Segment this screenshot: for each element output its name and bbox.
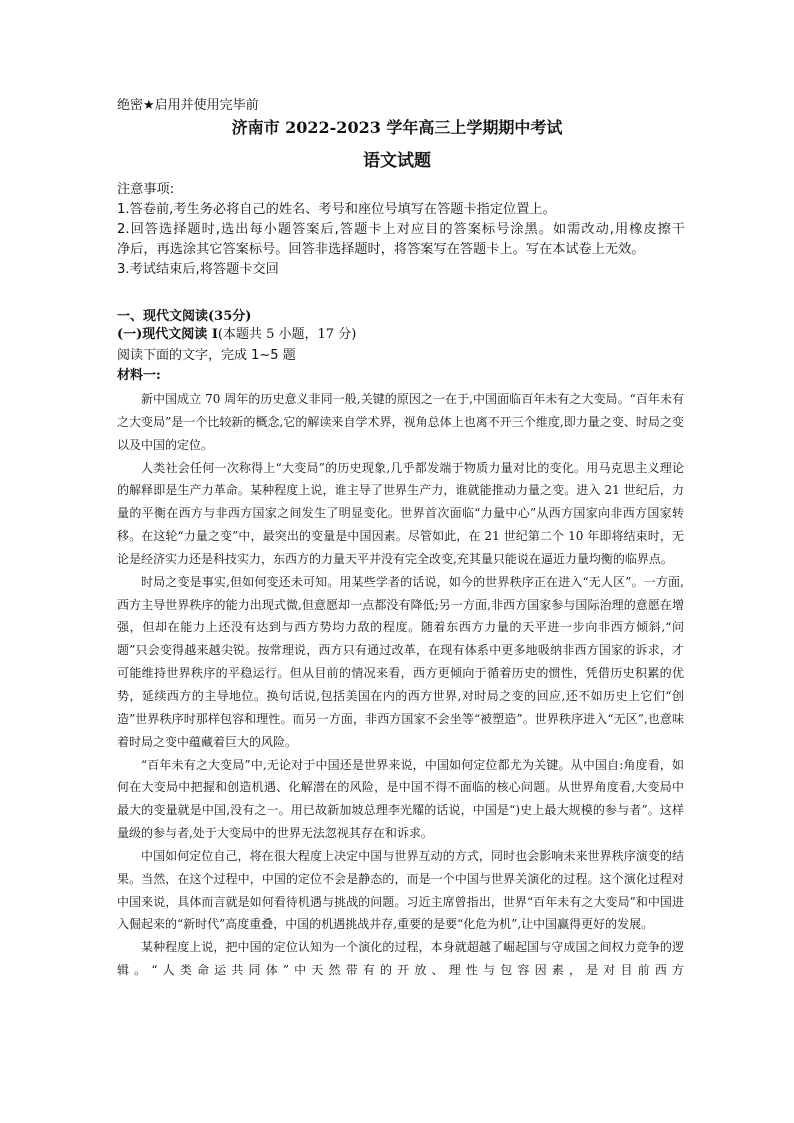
subsection-heading bbox=[117, 326, 685, 344]
article-paragraph: 中国如何定位自己，将在很大程度上决定中国与世界互动的方式，同时也会影响未来世界秩序演变的结果。当然，在这个过程中，中国的定位不会是静态的，而是一个中国与世界关演化的过程。这个演化过程对中国来说，具体而言就是如何看待机遇与挑战的问题。习近主席曾指出，世界“百年未有之大变局”和中国进入倔起来的“新时代”高度重叠，中国的机遇挑战并存,重要的是要“化危为机”,让中国赢得更好的发展。 bbox=[117, 848, 684, 932]
article-paragraph: 时局之变是事实,但如何变还未可知。用某些学者的话说，如今的世界秩序正在进入“无人区”。一方面,西方主导世界秩序的能力出现式微,但意愿却一点都没有降低;另一方面,非西方国家参与国际治理的意愿在增强，但却在能力上还没有达到与西方势均力敌的程度。随着东西方力量的天平进一步向非西方倾斜,“问题”只会变得越来越尖锐。按常理说，西方只有通过改革，在现有体系中更多地吸纳非西方国家的诉求，才可能维持世界秩序的平稳运行。但从目前的情况来看，西方更倾向于循着历史的惯性，凭借历史积累的优势，延续西方的主导地位。换句话说,包括美国在内的西方世界,对时局之变的回应,还不如历史上它们“创造”世界秩序时那样包容和理性。而另一方面，非西方国家不会坐等“被塑造”。世界秩序进入“无区”,也意味着时局之变中蕴藏着巨大的风险。 bbox=[117, 574, 684, 749]
article-body bbox=[117, 388, 684, 982]
notice-heading: 注意事项: bbox=[117, 182, 175, 197]
article-paragraph: 人类社会任何一次称得上“大变局”的历史现象,几乎都发端于物质力量对比的变化。用马克思主义理论的解释即是生产力革命。某种程度上说，谁主导了世界生产力，谁就能推动力量之变。进入 21 世纪后，力量的平衡在西方与非西方国家之间发生了明显变化。世界首次面临“力量中心”从西方国家向非西方国家转移。在这轮“力量之变”中，最突出的变量是中国因素。尽管如此，在 21 世纪第二个 10 年即将结束时，无论是经济实力还是科技实力，东西方的力量天平并没有完全改变,充其量只能说在逼近力量均衡的临界点。 bbox=[117, 460, 684, 566]
reading-instruction: 阅读下面的文字，完成 1~5 题 bbox=[117, 348, 296, 363]
article-paragraph: “百年未有之大变局”中,无论对于中国还是世界来说，中国如何定位都尤为关键。从中国自:角度看，如何在大变局中把握和创造机遇、化解潜在的风险，是中国不得不面临的核心问题。从世界角度看,大变局中最大的变量就是中国,没有之一。用已故新加坡总理李光耀的话说，中国是“)史上最大规模的参与者”。这样量级的参与者,处于大变局中的世界无法忽视其存在和诉求。 bbox=[117, 757, 684, 841]
confidential-label: 绝密★启用并使用完毕前 bbox=[117, 98, 259, 113]
notice-item-2: 2.回答选择题时,选出每小题答案后,答题卡上对应目的答案标号涂黑。如需改动,用橡皮擦干 bbox=[117, 222, 685, 237]
section-heading: 一、现代文阅读(35分) bbox=[117, 309, 252, 324]
subject-title: 语文试题 bbox=[363, 151, 431, 171]
material-label: 材料一: bbox=[117, 368, 161, 383]
subsection-title: (一)现代文阅读 I bbox=[117, 327, 218, 342]
article-paragraph: 新中国成立 70 周年的历史意义非同一般,关键的原因之一在于,中国面临百年未有之大变局。“百年未有之大变局”是一个比较新的概念,它的解读来自学术界，视角总体上也离不开三个维度,即力量之变、时局之变以及中国的定位。 bbox=[117, 392, 684, 452]
notice-item-2-cont: 净后，再选涂其它答案标号。回答非选择题时，将答案写在答题卡上。写在本试卷上无效。 bbox=[117, 242, 645, 257]
exam-title: 济南市 2022-2023 学年高三上学期期中考试 bbox=[231, 118, 563, 137]
subsection-score: (本题共 5 小题，17 分) bbox=[217, 327, 357, 342]
notice-item-3: 3.考试结束后,将答题卡交回 bbox=[117, 262, 279, 277]
notice-item-1: 1.答卷前,考生务必将自己的姓名、考号和座位号填写在答题卡指定位置上。 bbox=[117, 202, 556, 217]
article-paragraph: 某种程度上说，把中国的定位认知为一个演化的过程，本身就超越了崛起国与守成国之间权力竞争的逻辑。“人类命运共同体”中天然带有的开放、理性与包容因素，是对目前西方 bbox=[117, 940, 684, 978]
notice-block bbox=[117, 180, 685, 280]
